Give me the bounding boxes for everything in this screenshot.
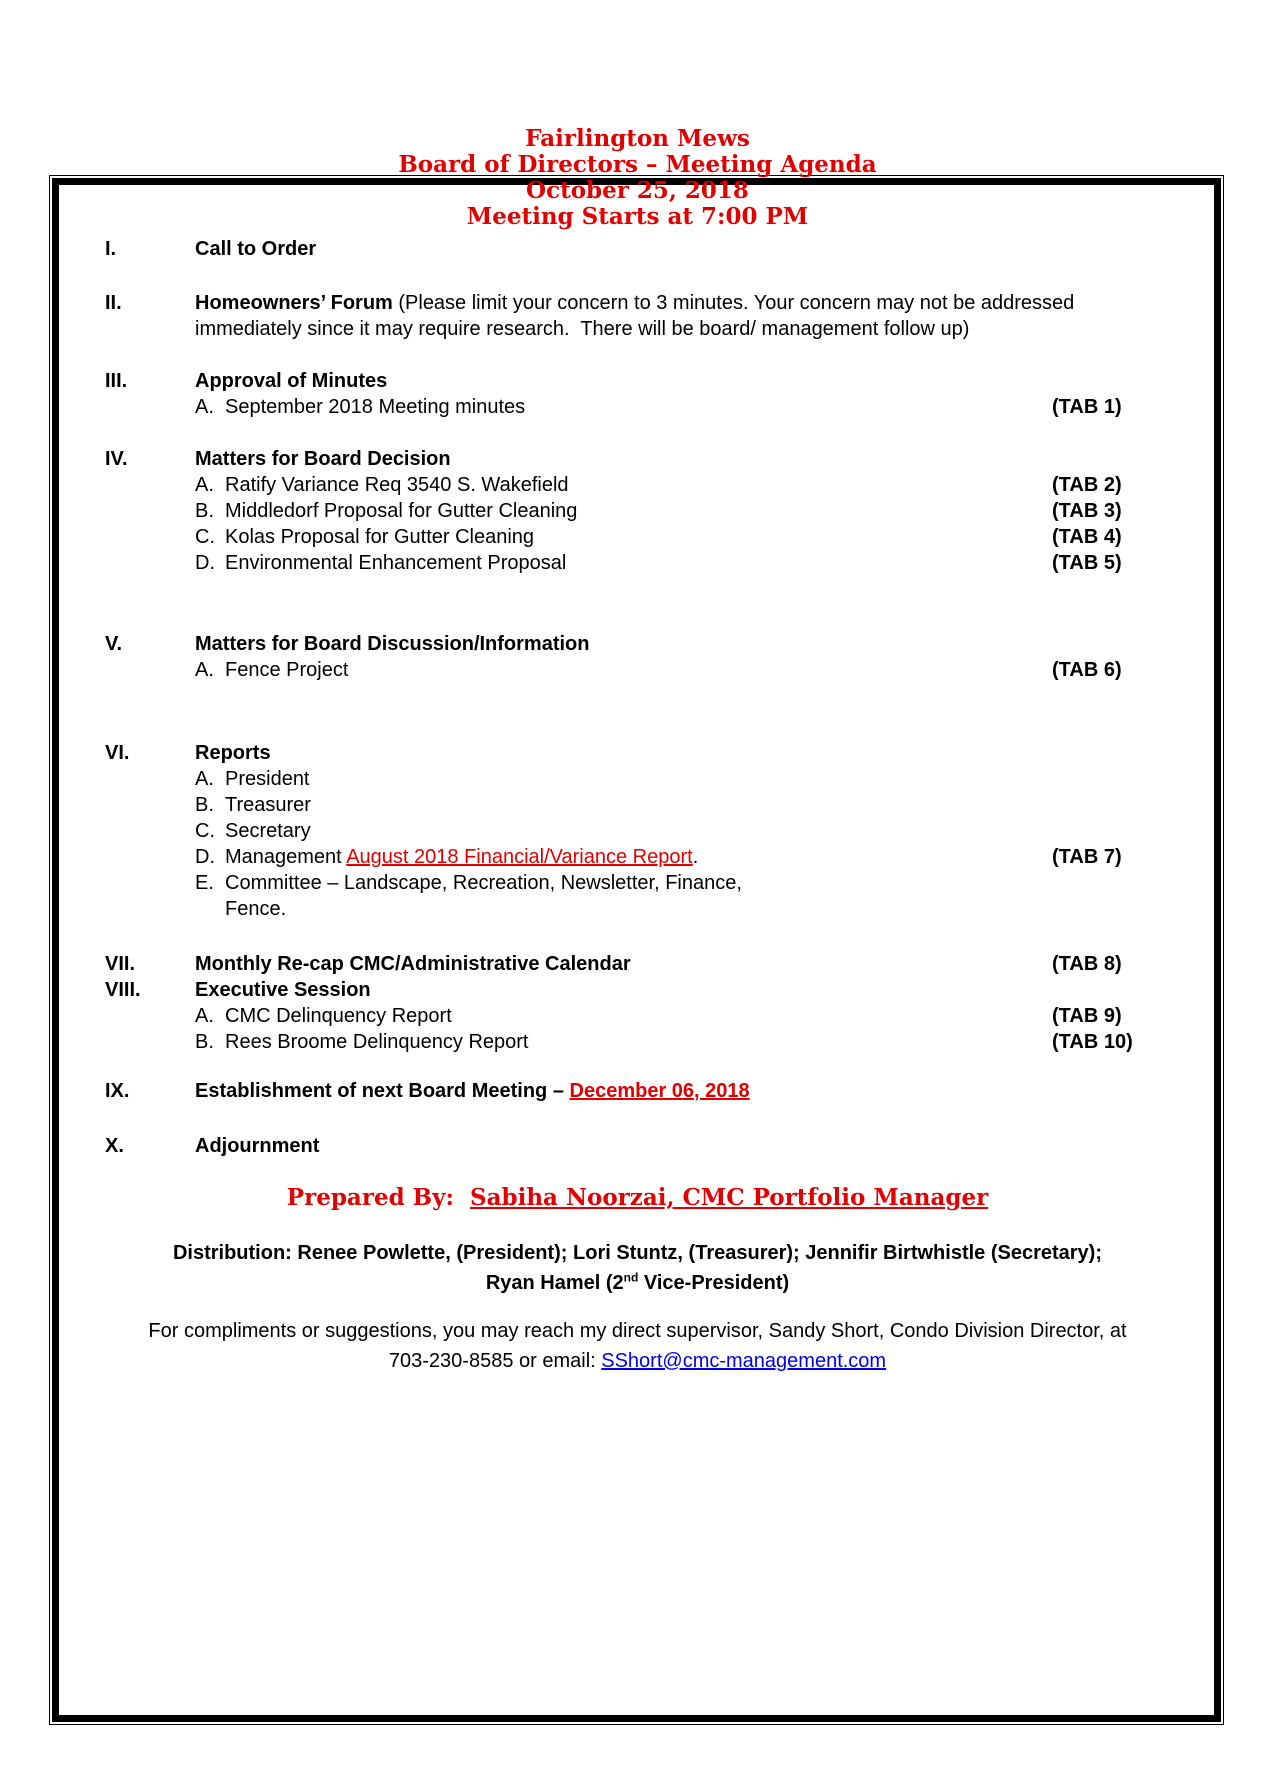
agenda-section-viii xyxy=(0,977,1275,1055)
tab-reference: (TAB 8) xyxy=(1052,953,1122,975)
text-run: Fence. xyxy=(225,898,287,920)
agenda-section-v xyxy=(0,631,1275,683)
text-run: Environmental Enhancement Proposal xyxy=(225,552,567,574)
agenda-item xyxy=(0,657,1275,683)
agenda-item xyxy=(0,1003,1275,1029)
tab-reference: (TAB 5) xyxy=(1052,552,1122,574)
section-number: VIII. xyxy=(105,979,141,1001)
text-run: Ryan Hamel (2 xyxy=(485,1272,624,1294)
tab-reference: (TAB 6) xyxy=(1052,659,1122,681)
text-run: Ratify Variance Req 3540 S. Wakefield xyxy=(225,474,569,496)
text-run: Committee – Landscape, Recreation, Newsletter, Finance, xyxy=(225,872,742,894)
section-number: I. xyxy=(105,238,117,260)
item-label: D. xyxy=(195,552,215,574)
item-label: C. xyxy=(195,526,215,548)
text-run: Establishment of next Board Meeting – xyxy=(195,1080,570,1102)
next-meeting-date: December 06, 2018 xyxy=(569,1080,750,1102)
tab-reference: (TAB 3) xyxy=(1052,500,1122,522)
document-header xyxy=(65,126,1210,230)
agenda-section-i xyxy=(0,236,1275,262)
tab-reference: (TAB 7) xyxy=(1052,846,1122,868)
text-run: (Please limit your concern to 3 minutes. Your concern may not be addressed xyxy=(392,292,1075,314)
text-run: CMC Delinquency Report xyxy=(225,1005,452,1027)
tab-reference: (TAB 4) xyxy=(1052,526,1122,548)
item-label: B. xyxy=(195,500,214,522)
agenda-section-iii xyxy=(0,368,1275,420)
text-run: Matters for Board Discussion/Information xyxy=(195,633,590,655)
tab-reference: (TAB 1) xyxy=(1052,396,1122,418)
text-run: Treasurer xyxy=(225,794,311,816)
agenda-item xyxy=(0,818,1275,844)
text-run: Vice-President) xyxy=(638,1272,790,1294)
item-label: A. xyxy=(195,659,214,681)
item-label: A. xyxy=(195,768,214,790)
text-run: Kolas Proposal for Gutter Cleaning xyxy=(225,526,535,548)
text-run: Distribution: Renee Powlette, (President); Lori Stuntz, (Treasurer); Jennifir Birtwhistle (Secretary); xyxy=(172,1242,1103,1264)
agenda-item xyxy=(0,766,1275,792)
agenda-item xyxy=(0,1029,1275,1055)
text-run: Monthly Re-cap CMC/Administrative Calendar xyxy=(195,953,631,975)
text-run: For compliments or suggestions, you may reach my direct supervisor, Sandy Short, Condo Division Director, at xyxy=(148,1320,1127,1342)
header-meeting-time: Meeting Starts at 7:00 PM xyxy=(466,203,809,230)
tab-reference: (TAB 2) xyxy=(1052,474,1122,496)
agenda-item xyxy=(0,550,1275,576)
text-run: Approval of Minutes xyxy=(195,370,388,392)
distribution-line xyxy=(60,1238,1215,1298)
section-title-row xyxy=(0,951,1275,977)
section-number: X. xyxy=(105,1135,124,1157)
section-title-row xyxy=(0,1078,1275,1104)
item-label: A. xyxy=(195,474,214,496)
section-number: IX. xyxy=(105,1080,130,1102)
text-run: Fence Project xyxy=(225,659,349,681)
item-label: C. xyxy=(195,820,215,842)
section-number: V. xyxy=(105,633,123,655)
text-run: Reports xyxy=(195,742,271,764)
agenda-item xyxy=(0,792,1275,818)
item-label: B. xyxy=(195,794,214,816)
tab-reference: (TAB 10) xyxy=(1052,1031,1133,1053)
section-number: III. xyxy=(105,370,128,392)
email-link[interactable]: SShort@cmc-management.com xyxy=(601,1350,887,1372)
text-run: Call to Order xyxy=(195,238,317,260)
agenda-item xyxy=(0,394,1275,420)
section-number: VII. xyxy=(105,953,136,975)
text-run: 703-230-8585 or email: xyxy=(388,1350,602,1372)
text-run: nd xyxy=(623,1270,639,1285)
text-run: Matters for Board Decision xyxy=(195,448,451,470)
section-title-row xyxy=(0,631,1275,657)
text-run: Management xyxy=(225,846,347,868)
header-document-title: Board of Directors – Meeting Agenda xyxy=(398,151,877,178)
prepared-by-label: Prepared By: xyxy=(286,1184,470,1211)
agenda-section-x xyxy=(0,1133,1275,1159)
agenda-item xyxy=(0,498,1275,524)
text-run: September 2018 Meeting minutes xyxy=(225,396,526,418)
text-run: immediately since it may require research. There will be board/ management follow up) xyxy=(195,318,970,340)
agenda-section-vi xyxy=(0,740,1275,922)
section-title-row xyxy=(0,1133,1275,1159)
section-number: IV. xyxy=(105,448,128,470)
agenda-section-vii xyxy=(0,951,1275,977)
item-label: B. xyxy=(195,1031,214,1053)
header-association-name: Fairlington Mews xyxy=(525,125,750,152)
section-number: VI. xyxy=(105,742,130,764)
text-run: . xyxy=(692,846,699,868)
text-run: President xyxy=(225,768,310,790)
agenda-item xyxy=(0,844,1275,870)
text-run: Homeowners’ Forum xyxy=(195,292,393,314)
text-run: Secretary xyxy=(225,820,311,842)
prepared-by-name: Sabiha Noorzai, CMC Portfolio Manager xyxy=(469,1184,989,1211)
item-label: E. xyxy=(195,872,214,894)
prepared-by-line xyxy=(65,1183,1210,1212)
agenda-item xyxy=(0,870,1275,922)
item-label: A. xyxy=(195,396,214,418)
text-run: Executive Session xyxy=(195,979,371,1001)
text-run: Middledorf Proposal for Gutter Cleaning xyxy=(225,500,578,522)
item-label: A. xyxy=(195,1005,214,1027)
item-label: D. xyxy=(195,846,215,868)
tab-reference: (TAB 9) xyxy=(1052,1005,1122,1027)
section-title-row xyxy=(0,236,1275,262)
section-title-row xyxy=(0,368,1275,394)
agenda-item xyxy=(0,472,1275,498)
section-title-row xyxy=(0,290,1275,342)
financial-report-link[interactable]: August 2018 Financial/Variance Report xyxy=(346,846,693,868)
text-run: Adjournment xyxy=(195,1135,320,1157)
section-title-row xyxy=(0,446,1275,472)
section-title-row xyxy=(0,977,1275,1003)
text-run: Rees Broome Delinquency Report xyxy=(225,1031,529,1053)
document-page xyxy=(0,126,1275,1376)
agenda-item xyxy=(0,524,1275,550)
agenda-list xyxy=(0,236,1275,1159)
agenda-section-ii xyxy=(0,290,1275,342)
section-title-row xyxy=(0,740,1275,766)
contact-paragraph xyxy=(55,1316,1220,1376)
header-meeting-date: October 25, 2018 xyxy=(526,177,749,204)
agenda-section-ix xyxy=(0,1078,1275,1104)
section-number: II. xyxy=(105,292,122,314)
agenda-section-iv xyxy=(0,446,1275,576)
